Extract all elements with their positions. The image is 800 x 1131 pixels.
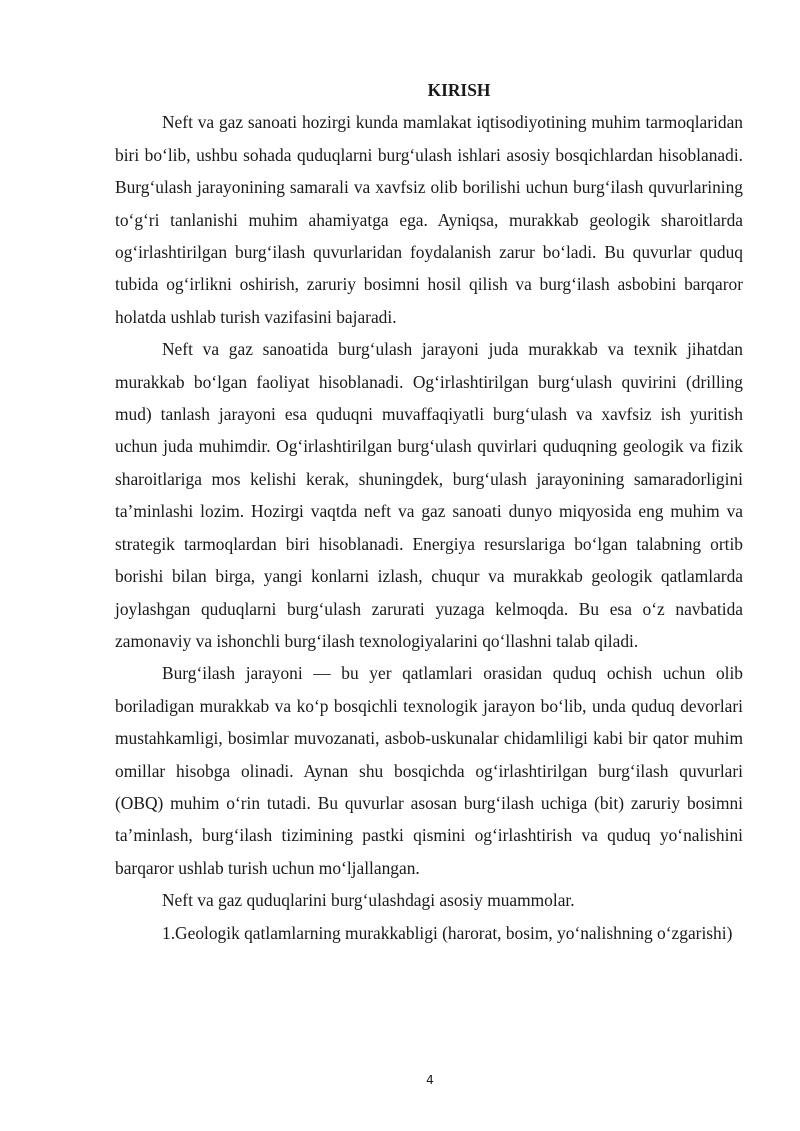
paragraph-1: Neft va gaz sanoati hozirgi kunda mamlakat iqtisodiyotining muhim tarmoqlaridan biri bo‘lib, ushbu sohada quduqlarni burg‘ulash ishlari asosiy bosqichlardan hisoblanadi. Burg‘ulash jarayonining samarali va xavfsiz olib borilishi uchun burg‘ilash quvurlarining to‘g‘ri tanlanishi muhim ahamiyatga ega. Ayniqsa, murakkab geologik sharoitlarda og‘irlashtirilgan burg‘ilash quvurlaridan foydalanish zarur bo‘ladi. Bu quvurlar quduq tubida og‘irlikni oshirish, zaruriy bosimni hosil qilish va burg‘ilash asbobini barqaror holatda ushlab turish vazifasini bajaradi. xyxy=(115,112,743,327)
page-number: 4 xyxy=(426,1073,434,1087)
section-heading: KIRISH xyxy=(427,80,491,100)
paragraph-5: 1.Geologik qatlamlarning murakkabligi (harorat, bosim, yo‘nalishning o‘zgarishi) xyxy=(162,922,733,943)
page-body xyxy=(115,74,743,949)
paragraph-2: Neft va gaz sanoatida burg‘ulash jarayoni juda murakkab va texnik jihatdan murakkab bo‘lgan faoliyat hisoblanadi. Og‘irlashtirilgan burg‘ulash quvirini (drilling mud) tanlash jarayoni esa quduqni muvaffaqiyatli burg‘ulash va xavfsiz ish yuritish uchun juda muhimdir. Og‘irlashtirilgan burg‘ulash quvirlari quduqning geologik va fizik sharoitlariga mos kelishi kerak, shuningdek, burg‘ulash jarayonining samaradorligini ta’minlashi lozim. Hozirgi vaqtda neft va gaz sanoati dunyo miqyosida eng muhim va strategik tarmoqlardan biri hisoblanadi. Energiya resurslariga bo‘lgan talabning ortib borishi bilan birga, yangi konlarni izlash, chuqur va murakkab geologik qatlamlarda joylashgan quduqlarni burg‘ulash zarurati yuzaga kelmoqda. Bu esa o‘z navbatida zamonaviy va ishonchli burg‘ilash texnologiyalarini qo‘llashni talab qiladi. xyxy=(115,339,743,651)
paragraph-4: Neft va gaz quduqlarini burg‘ulashdagi asosiy muammolar. xyxy=(162,890,575,911)
paragraph-3: Burg‘ilash jarayoni — bu yer qatlamlari orasidan quduq ochish uchun olib boriladigan murakkab va ko‘p bosqichli texnologik jarayon bo‘lib, unda quduq devorlari mustahkamligi, bosimlar muvozanati, asbob-uskunalar chidamliligi kabi bir qator muhim omillar hisobga olinadi. Aynan shu bosqichda og‘irlashtirilgan burg‘ilash quvurlari (OBQ) muhim o‘rin tutadi. Bu quvurlar asosan burg‘ilash uchiga (bit) zaruriy bosimni ta’minlash, burg‘ilash tizimining pastki qismini og‘irlashtirish va quduq yo‘nalishini barqaror ushlab turish uchun mo‘ljallangan. xyxy=(115,663,743,878)
